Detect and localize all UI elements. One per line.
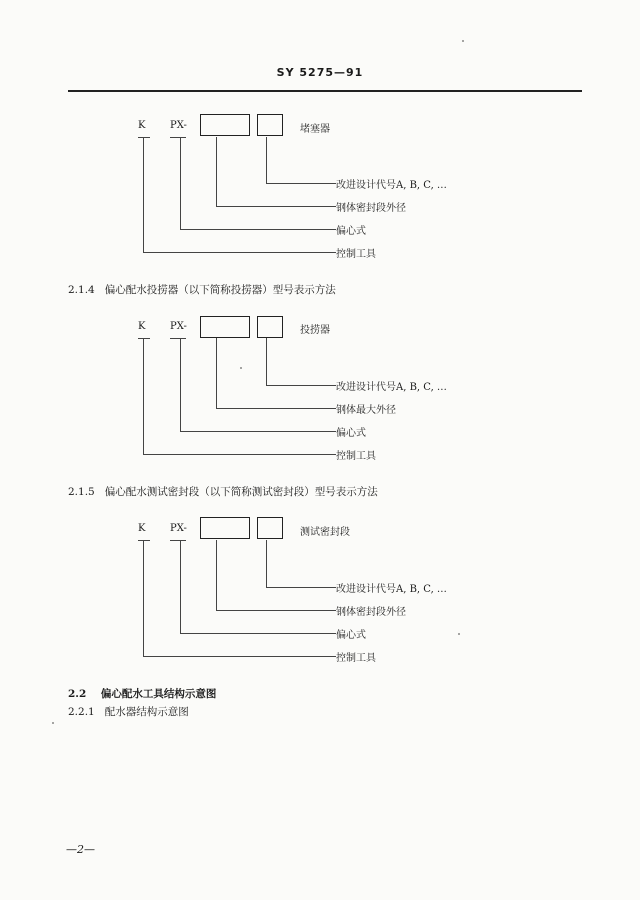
section-2-2-1 — [68, 704, 189, 719]
label-design-code: 改进设计代号A, B, C, … — [336, 382, 447, 393]
section-2-2 — [68, 686, 216, 701]
code-k: K — [138, 321, 146, 332]
section-number: 2.1.4 — [68, 284, 95, 296]
code-k: K — [138, 523, 146, 534]
section-number: 2.2 — [68, 688, 87, 700]
label-design-code: 改进设计代号A, B, C, … — [336, 584, 447, 595]
code-px: PX- — [170, 523, 187, 534]
diagram-name: 测试密封段 — [300, 527, 350, 538]
scan-speck — [458, 633, 460, 635]
code-px: PX- — [170, 120, 187, 131]
section-title: 配水器结构示意图 — [104, 706, 189, 718]
section-2-1-4 — [68, 282, 336, 297]
code-box-size — [200, 114, 250, 136]
diagram-name: 投捞器 — [300, 325, 330, 336]
scan-speck — [240, 367, 242, 369]
code-k: K — [138, 120, 146, 131]
scan-speck — [52, 722, 54, 724]
code-px: PX- — [170, 321, 187, 332]
standard-code-header: SY 5275—91 — [276, 66, 364, 79]
label-outer-diameter: 钢体密封段外径 — [336, 607, 406, 618]
label-control-tool: 控制工具 — [336, 451, 376, 462]
code-box-design — [257, 517, 283, 539]
section-title: 偏心配水投捞器（以下简称投捞器）型号表示方法 — [104, 284, 336, 296]
code-box-size — [200, 316, 250, 338]
scan-speck — [462, 40, 464, 42]
label-outer-diameter: 钢体密封段外径 — [336, 203, 406, 214]
section-2-1-5 — [68, 484, 378, 499]
label-max-outer-diameter: 钢体最大外径 — [336, 405, 396, 416]
label-design-code: 改进设计代号A, B, C, … — [336, 180, 447, 191]
label-eccentric: 偏心式 — [336, 428, 366, 439]
label-eccentric: 偏心式 — [336, 226, 366, 237]
header-rule — [68, 90, 582, 92]
section-title: 偏心配水工具结构示意图 — [100, 688, 217, 700]
code-box-size — [200, 517, 250, 539]
diagram-name: 堵塞器 — [300, 124, 330, 135]
section-number: 2.1.5 — [68, 486, 95, 498]
code-box-design — [257, 114, 283, 136]
page-number: —2— — [66, 843, 95, 856]
section-title: 偏心配水测试密封段（以下简称测试密封段）型号表示方法 — [104, 486, 378, 498]
label-eccentric: 偏心式 — [336, 630, 366, 641]
label-control-tool: 控制工具 — [336, 653, 376, 664]
section-number: 2.2.1 — [68, 706, 95, 718]
label-control-tool: 控制工具 — [336, 249, 376, 260]
code-box-design — [257, 316, 283, 338]
